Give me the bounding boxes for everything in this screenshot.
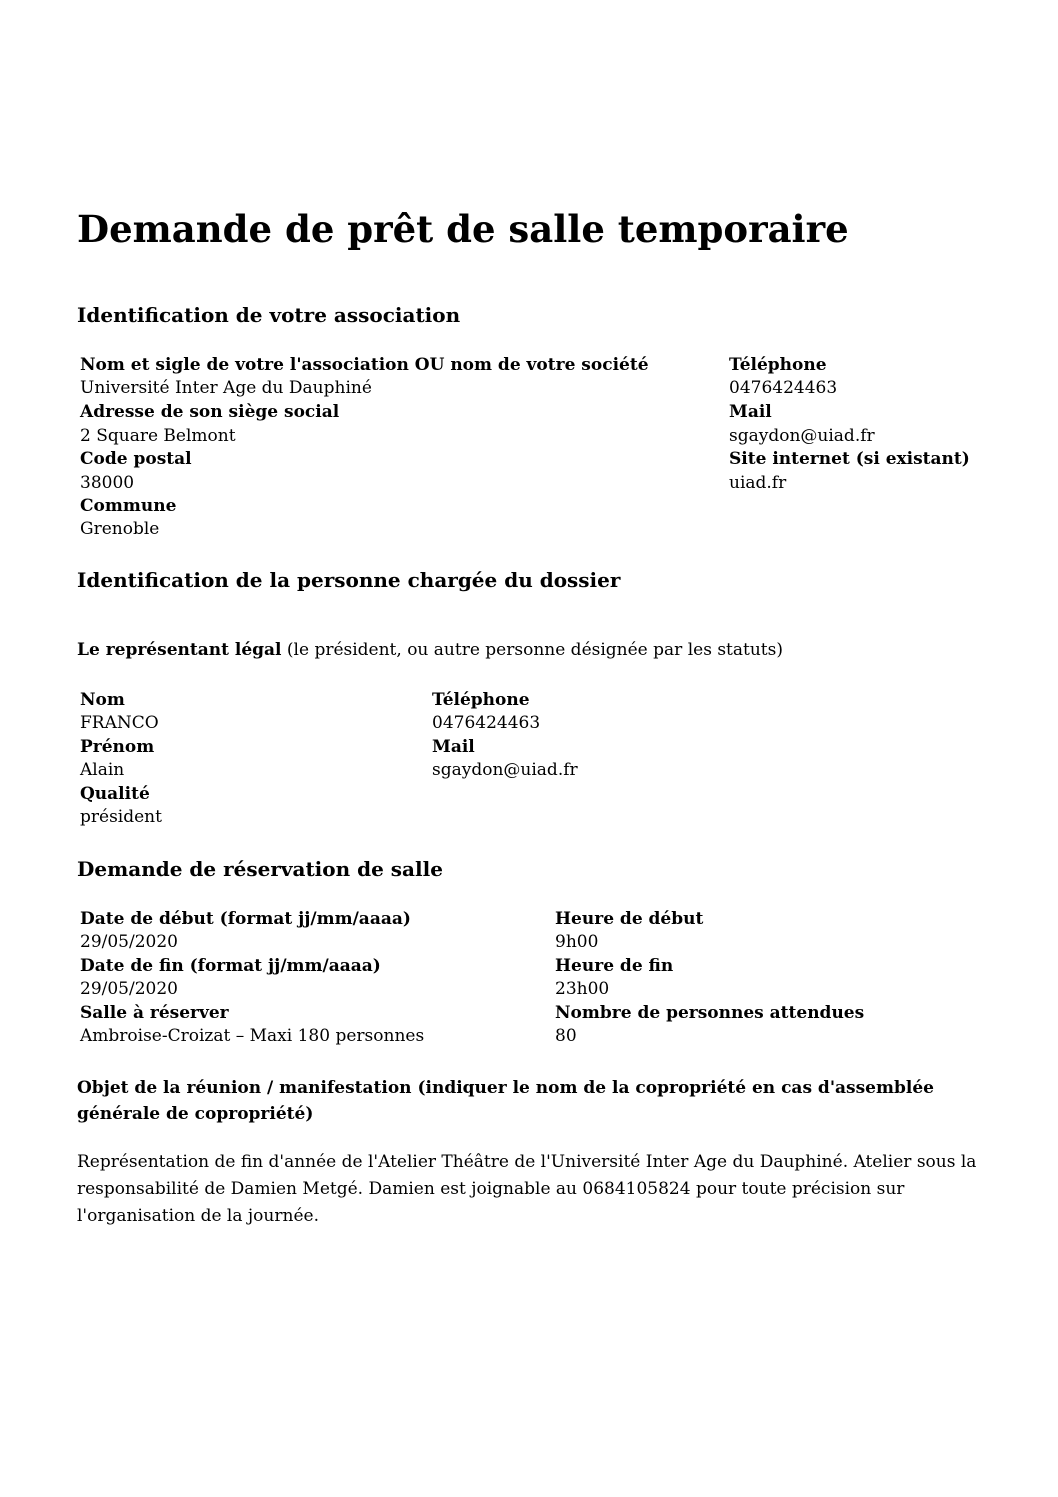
value-meeting-purpose: Représentation de fin d'année de l'Atelier Théâtre de l'Université Inter Age du Dauphiné. Atelier sous la responsabilité de Damien Metgé. Damien est joignable au 0684105824 pour toute précision sur l'organisation de la journée. — [77, 1152, 977, 1226]
label-person-firstname: Prénom — [80, 737, 155, 757]
value-person-phone: 0476424463 — [432, 713, 541, 733]
section-heading-association: Identification de votre association — [77, 303, 461, 327]
value-room: Ambroise-Croizat – Maxi 180 personnes — [80, 1026, 425, 1046]
label-association-phone: Téléphone — [729, 355, 827, 375]
label-end-time: Heure de fin — [555, 956, 674, 976]
legal-representative-line — [77, 639, 783, 662]
legal-representative-note: (le président, ou autre personne désignée par les statuts) — [281, 640, 783, 660]
value-website: uiad.fr — [729, 473, 787, 493]
value-association-name: Université Inter Age du Dauphiné — [80, 378, 372, 398]
label-person-mail: Mail — [432, 737, 475, 757]
legal-representative-label: Le représentant légal — [77, 640, 282, 660]
label-meeting-purpose: Objet de la réunion / manifestation (indiquer le nom de la copropriété en cas d'assemblée générale de copropriété) — [77, 1078, 934, 1124]
label-person-phone: Téléphone — [432, 690, 530, 710]
label-postal-code: Code postal — [80, 449, 192, 469]
label-start-time: Heure de début — [555, 909, 704, 929]
value-person-mail: sgaydon@uiad.fr — [432, 760, 578, 780]
value-person-role: président — [80, 807, 162, 827]
value-attendees: 80 — [555, 1026, 577, 1046]
value-association-phone: 0476424463 — [729, 378, 838, 398]
value-person-firstname: Alain — [80, 760, 125, 780]
label-room: Salle à réserver — [80, 1003, 229, 1023]
label-association-mail: Mail — [729, 402, 772, 422]
label-website: Site internet (si existant) — [729, 449, 970, 469]
section-heading-reservation: Demande de réservation de salle — [77, 857, 443, 881]
label-person-name: Nom — [80, 690, 125, 710]
label-commune: Commune — [80, 496, 177, 516]
value-commune: Grenoble — [80, 519, 160, 539]
page-title: Demande de prêt de salle temporaire — [77, 207, 849, 251]
label-address: Adresse de son siège social — [80, 402, 340, 422]
value-association-mail: sgaydon@uiad.fr — [729, 426, 875, 446]
value-person-name: FRANCO — [80, 713, 159, 733]
label-start-date: Date de début (format jj/mm/aaaa) — [80, 909, 411, 929]
value-end-date: 29/05/2020 — [80, 979, 178, 999]
value-postal-code: 38000 — [80, 473, 135, 493]
value-start-time: 9h00 — [555, 932, 599, 952]
value-address: 2 Square Belmont — [80, 426, 236, 446]
value-start-date: 29/05/2020 — [80, 932, 178, 952]
label-attendees: Nombre de personnes attendues — [555, 1003, 865, 1023]
label-association-name: Nom et sigle de votre l'association OU nom de votre société — [80, 355, 649, 375]
section-heading-person: Identification de la personne chargée du dossier — [77, 568, 621, 592]
label-person-role: Qualité — [80, 784, 150, 804]
label-end-date: Date de fin (format jj/mm/aaaa) — [80, 956, 381, 976]
value-end-time: 23h00 — [555, 979, 610, 999]
